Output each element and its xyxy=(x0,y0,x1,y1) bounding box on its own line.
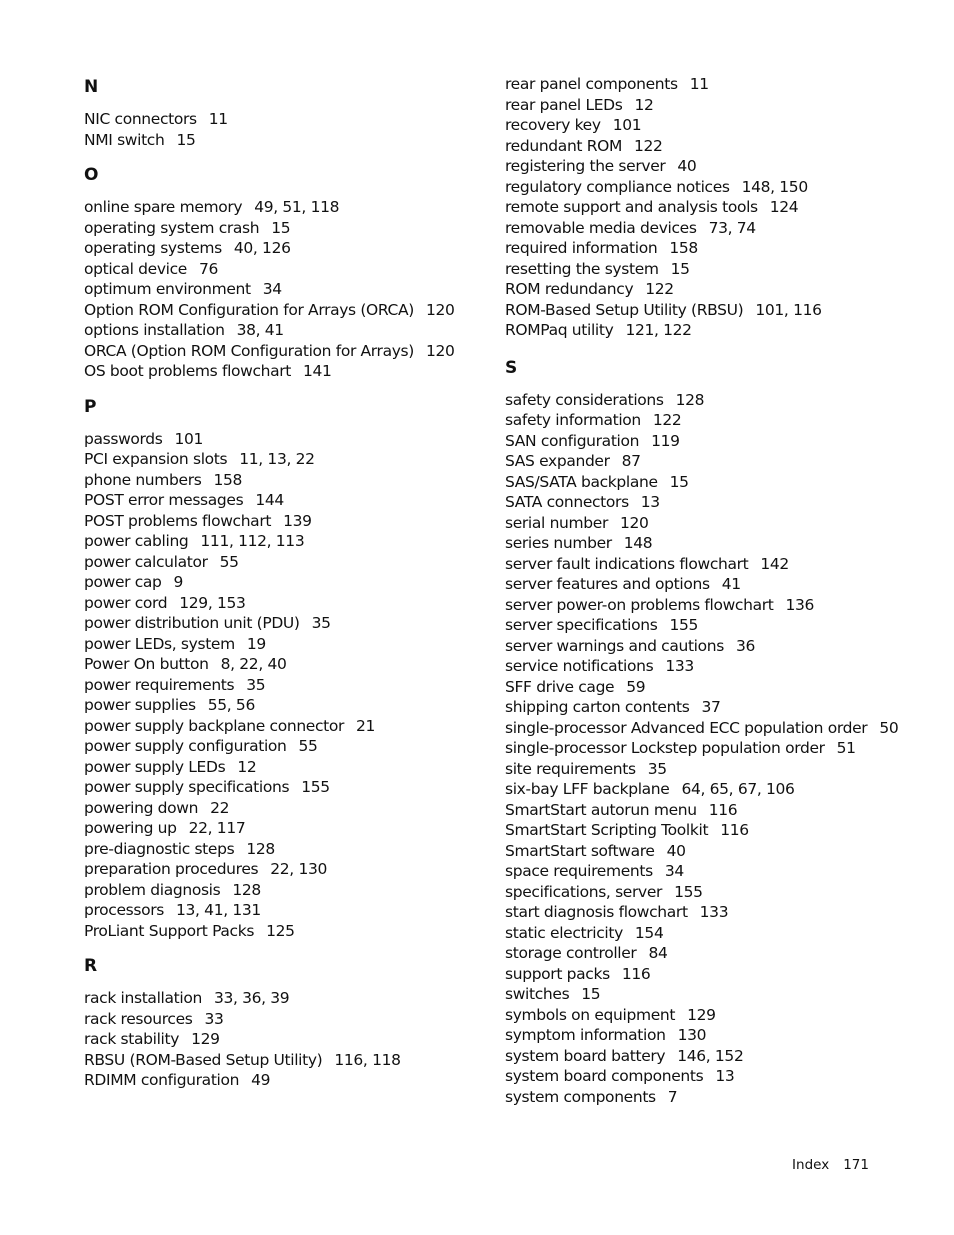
index-entry xyxy=(84,361,484,382)
entry-list xyxy=(84,197,484,382)
entry-pages[interactable]: 122 xyxy=(634,136,663,155)
entry-pages[interactable]: 129 xyxy=(687,1005,716,1024)
entry-list xyxy=(84,109,484,150)
entry-term: PCI expansion slots xyxy=(84,450,228,468)
index-entry xyxy=(505,779,905,800)
entry-term: POST problems flowchart xyxy=(84,511,272,530)
index-entry xyxy=(505,677,905,698)
entry-pages[interactable]: 55, 56 xyxy=(207,696,255,714)
index-section xyxy=(505,355,905,1108)
entry-pages[interactable]: 130 xyxy=(677,1026,707,1044)
entry-term: OS boot problems flowchart xyxy=(84,362,292,380)
index-entry xyxy=(84,736,484,757)
entry-pages[interactable]: 136 xyxy=(785,595,815,614)
index-entry xyxy=(84,1050,484,1071)
entry-pages[interactable]: 15 xyxy=(271,218,291,237)
entry-pages[interactable]: 33 xyxy=(204,1009,224,1028)
index-entry xyxy=(84,859,484,880)
index-entry xyxy=(84,511,484,532)
entry-term: required information xyxy=(505,239,658,257)
index-entry xyxy=(84,921,484,942)
entry-term: server features and options xyxy=(505,575,710,593)
entry-pages[interactable]: 7 xyxy=(667,1087,678,1106)
index-entry xyxy=(505,636,905,657)
index-entry xyxy=(84,716,484,737)
entry-pages[interactable]: 12 xyxy=(634,95,654,114)
section-letter: P xyxy=(84,396,97,417)
index-entry xyxy=(505,738,905,759)
index-entry xyxy=(505,74,905,95)
entry-pages[interactable]: 129 xyxy=(191,1030,220,1048)
entry-pages[interactable]: 87 xyxy=(621,452,641,470)
entry-term: RBSU (ROM-Based Setup Utility) xyxy=(84,1050,323,1069)
index-entry xyxy=(84,341,484,362)
index-entry xyxy=(505,943,905,964)
entry-term: power supply LEDs xyxy=(84,757,226,776)
entry-pages[interactable]: 49 xyxy=(251,1071,271,1089)
entry-pages[interactable]: 76 xyxy=(198,259,219,278)
index-entry xyxy=(505,472,905,493)
entry-pages[interactable]: 40, 126 xyxy=(233,239,291,257)
index-entry xyxy=(84,449,484,470)
entry-term: operating system crash xyxy=(84,218,260,237)
index-entry xyxy=(505,841,905,862)
index-entry xyxy=(84,109,484,130)
entry-pages[interactable]: 22, 130 xyxy=(270,860,327,878)
entry-term: POST error messages xyxy=(84,491,244,509)
entry-pages[interactable]: 41 xyxy=(721,575,741,593)
entry-pages[interactable]: 122 xyxy=(645,280,674,298)
index-entry xyxy=(505,431,905,452)
entry-pages[interactable]: 146, 152 xyxy=(677,1046,744,1065)
entry-pages[interactable]: 155 xyxy=(669,616,699,634)
entry-pages[interactable]: 121, 122 xyxy=(625,321,692,339)
index-entry xyxy=(84,320,484,341)
entry-term: resetting the system xyxy=(505,259,659,278)
entry-pages[interactable]: 12 xyxy=(237,757,257,776)
entry-term: serial number xyxy=(505,513,608,532)
entry-pages[interactable]: 15 xyxy=(581,985,601,1003)
index-section xyxy=(84,394,484,942)
entry-term: rear panel LEDs xyxy=(505,95,623,114)
index-entry xyxy=(84,777,484,798)
index-section xyxy=(505,74,905,341)
entry-term: power supply specifications xyxy=(84,778,290,796)
index-entry xyxy=(505,718,905,739)
section-letter: S xyxy=(505,357,518,378)
index-entry xyxy=(84,130,484,151)
index-entry xyxy=(84,798,484,819)
entry-term: SAN configuration xyxy=(505,431,640,450)
entry-term: rear panel components xyxy=(505,75,678,93)
entry-term: ROMPaq utility xyxy=(505,321,614,339)
entry-pages[interactable]: 124 xyxy=(769,198,799,216)
entry-pages[interactable]: 40 xyxy=(666,841,686,860)
entry-pages[interactable]: 119 xyxy=(651,431,680,450)
index-entry xyxy=(505,923,905,944)
entry-pages[interactable]: 101 xyxy=(612,116,642,134)
index-entry xyxy=(505,902,905,923)
entry-term: server warnings and cautions xyxy=(505,636,724,655)
entry-pages[interactable]: 64, 65, 67, 106 xyxy=(681,780,795,798)
entry-term: rack resources xyxy=(84,1009,193,1028)
entry-pages[interactable]: 22, 117 xyxy=(188,819,246,837)
index-entry xyxy=(505,238,905,259)
entry-term: system components xyxy=(505,1087,656,1106)
index-entry xyxy=(505,697,905,718)
index-entry xyxy=(505,882,905,903)
entry-pages[interactable]: 15 xyxy=(670,259,690,278)
index-entry xyxy=(84,613,484,634)
index-entry xyxy=(84,1070,484,1091)
entry-term: online spare memory xyxy=(84,198,243,216)
index-entry xyxy=(505,259,905,280)
entry-pages[interactable]: 15 xyxy=(669,472,689,491)
entry-pages[interactable]: 55 xyxy=(298,737,318,755)
index-entry xyxy=(505,615,905,636)
entry-pages[interactable]: 101 xyxy=(174,429,204,448)
entry-term: ORCA (Option ROM Configuration for Arrays) xyxy=(84,341,414,360)
entry-pages[interactable]: 120 xyxy=(619,513,649,532)
entry-term: powering up xyxy=(84,819,177,837)
section-letter: R xyxy=(84,956,98,976)
entry-term: optimum environment xyxy=(84,280,251,298)
index-entry xyxy=(84,572,484,593)
entry-pages[interactable]: 11 xyxy=(208,110,228,128)
index-entry xyxy=(505,513,905,534)
entry-pages[interactable]: 73, 74 xyxy=(708,218,756,237)
entry-pages[interactable]: 148 xyxy=(623,534,653,552)
entry-pages[interactable]: 148, 150 xyxy=(741,177,808,196)
entry-term: power cap xyxy=(84,573,162,591)
entry-term: rack installation xyxy=(84,989,202,1007)
entry-pages[interactable]: 129, 153 xyxy=(179,593,246,612)
entry-pages[interactable]: 34 xyxy=(664,862,684,880)
entry-term: server specifications xyxy=(505,616,658,634)
entry-term: symptom information xyxy=(505,1026,666,1044)
index-entry xyxy=(505,1025,905,1046)
entry-pages[interactable]: 84 xyxy=(648,944,668,962)
entry-term: power LEDs, system xyxy=(84,634,235,653)
entry-term: specifications, server xyxy=(505,882,663,901)
index-section xyxy=(84,953,484,1091)
entry-term: Power On button xyxy=(84,655,209,673)
index-entry xyxy=(505,656,905,677)
index-entry xyxy=(84,218,484,239)
entry-term: SATA connectors xyxy=(505,493,629,511)
entry-term: rack stability xyxy=(84,1030,180,1048)
index-entry xyxy=(84,839,484,860)
entry-term: pre-diagnostic steps xyxy=(84,839,235,858)
entry-term: remote support and analysis tools xyxy=(505,198,758,216)
entry-pages[interactable]: 36 xyxy=(735,636,755,655)
index-entry xyxy=(84,531,484,552)
index-entry xyxy=(505,1005,905,1026)
entry-term: six-bay LFF backplane xyxy=(505,780,670,798)
entry-term: power cord xyxy=(84,593,168,612)
entry-pages[interactable]: 155 xyxy=(301,778,330,796)
entry-pages[interactable]: 35 xyxy=(246,675,266,694)
entry-pages[interactable]: 11, 13, 22 xyxy=(239,450,315,468)
entry-pages[interactable]: 155 xyxy=(674,882,703,901)
entry-term: Option ROM Configuration for Arrays (ORCA) xyxy=(84,300,414,319)
entry-term: RDIMM configuration xyxy=(84,1071,240,1089)
index-entry xyxy=(505,115,905,136)
entry-term: SAS/SATA backplane xyxy=(505,472,658,491)
index-entry xyxy=(505,574,905,595)
entry-term: options installation xyxy=(84,321,225,339)
entry-term: series number xyxy=(505,534,612,552)
index-entry xyxy=(505,964,905,985)
page-number: 171 xyxy=(843,1157,869,1173)
entry-pages[interactable]: 35 xyxy=(311,614,331,632)
index-entry xyxy=(84,988,484,1009)
entry-pages[interactable]: 128 xyxy=(232,880,261,899)
index-entry xyxy=(84,197,484,218)
entry-term: SmartStart software xyxy=(505,841,655,860)
index-entry xyxy=(84,279,484,300)
index-entry xyxy=(84,675,484,696)
entry-pages[interactable]: 133 xyxy=(665,657,694,675)
entry-term: space requirements xyxy=(505,862,653,880)
index-entry xyxy=(505,1087,905,1108)
entry-list xyxy=(505,390,905,1108)
index-entry xyxy=(84,259,484,280)
entry-pages[interactable]: 158 xyxy=(213,470,242,489)
index-entry xyxy=(505,1066,905,1087)
entry-term: service notifications xyxy=(505,657,654,675)
index-section xyxy=(84,74,484,150)
entry-pages[interactable]: 101, 116 xyxy=(755,300,822,319)
entry-term: power supplies xyxy=(84,696,196,714)
index-entry xyxy=(505,320,905,341)
index-entry xyxy=(505,984,905,1005)
entry-pages[interactable]: 154 xyxy=(634,923,664,942)
index-entry xyxy=(84,880,484,901)
entry-term: shipping carton contents xyxy=(505,698,690,716)
entry-term: SmartStart Scripting Toolkit xyxy=(505,821,709,839)
entry-term: ROM-Based Setup Utility (RBSU) xyxy=(505,300,744,319)
entry-term: site requirements xyxy=(505,759,636,778)
index-entry xyxy=(84,695,484,716)
section-letter: O xyxy=(84,165,99,185)
entry-pages[interactable]: 139 xyxy=(283,511,312,530)
entry-term: switches xyxy=(505,985,570,1003)
entry-pages[interactable]: 125 xyxy=(266,921,295,940)
entry-term: redundant ROM xyxy=(505,136,623,155)
entry-pages[interactable]: 13 xyxy=(715,1067,735,1085)
entry-term: system board battery xyxy=(505,1046,666,1065)
entry-pages[interactable]: 50 xyxy=(879,718,899,737)
entry-term: power distribution unit (PDU) xyxy=(84,614,300,632)
index-entry xyxy=(84,470,484,491)
entry-term: safety information xyxy=(505,411,641,429)
entry-pages[interactable]: 142 xyxy=(760,554,789,573)
index-entry xyxy=(505,800,905,821)
entry-pages[interactable]: 116 xyxy=(708,800,738,819)
entry-term: SmartStart autorun menu xyxy=(505,800,697,819)
entry-pages[interactable]: 9 xyxy=(173,573,184,591)
entry-pages[interactable]: 111, 112, 113 xyxy=(200,532,305,550)
index-entry xyxy=(505,595,905,616)
index-entry xyxy=(505,1046,905,1067)
entry-term: SFF drive cage xyxy=(505,677,615,696)
entry-pages[interactable]: 144 xyxy=(255,491,284,509)
entry-term: power requirements xyxy=(84,675,235,694)
index-entry xyxy=(505,759,905,780)
entry-term: power calculator xyxy=(84,552,208,571)
index-entry xyxy=(505,136,905,157)
entry-pages[interactable]: 158 xyxy=(669,239,698,257)
entry-term: passwords xyxy=(84,429,163,448)
entry-pages[interactable]: 34 xyxy=(262,280,282,298)
entry-term: power cabling xyxy=(84,532,189,550)
entry-pages[interactable]: 133 xyxy=(699,903,729,921)
entry-term: system board components xyxy=(505,1067,704,1085)
entry-pages[interactable]: 19 xyxy=(246,634,266,653)
entry-pages[interactable]: 11 xyxy=(689,75,709,93)
entry-term: operating systems xyxy=(84,239,222,257)
entry-term: processors xyxy=(84,901,164,919)
entry-term: support packs xyxy=(505,964,610,983)
entry-pages[interactable]: 116 xyxy=(720,821,749,839)
index-entry xyxy=(84,490,484,511)
index-entry xyxy=(505,861,905,882)
entry-pages[interactable]: 116 xyxy=(621,964,651,983)
entry-term: server power-on problems flowchart xyxy=(505,595,774,614)
entry-term: start diagnosis flowchart xyxy=(505,903,688,921)
index-entry xyxy=(505,820,905,841)
entry-pages[interactable]: 37 xyxy=(701,698,721,716)
index-entry xyxy=(84,654,484,675)
entry-term: removable media devices xyxy=(505,218,697,237)
entry-term: registering the server xyxy=(505,157,666,175)
footer-label: Index xyxy=(792,1157,830,1173)
index-entry xyxy=(505,156,905,177)
entry-list xyxy=(84,429,484,942)
entry-pages[interactable]: 55 xyxy=(219,552,239,571)
index-entry xyxy=(505,218,905,239)
entry-pages[interactable]: 141 xyxy=(303,362,332,380)
entry-pages[interactable]: 49, 51, 118 xyxy=(254,198,340,216)
entry-pages[interactable]: 128 xyxy=(675,390,705,409)
page-footer xyxy=(792,1157,869,1173)
entry-pages[interactable]: 128 xyxy=(246,839,275,858)
index-entry xyxy=(84,818,484,839)
index-entry xyxy=(505,554,905,575)
index-entry xyxy=(84,1029,484,1050)
entry-term: regulatory compliance notices xyxy=(505,177,730,196)
entry-pages[interactable]: 40 xyxy=(677,157,697,175)
entry-pages[interactable]: 22 xyxy=(210,798,230,817)
entry-term: optical device xyxy=(84,259,187,278)
index-entry xyxy=(84,429,484,450)
entry-pages[interactable]: 38, 41 xyxy=(236,321,284,339)
index-column-right xyxy=(505,74,905,1107)
entry-term: power supply backplane connector xyxy=(84,716,345,735)
index-entry xyxy=(505,492,905,513)
index-entry xyxy=(505,197,905,218)
entry-term: preparation procedures xyxy=(84,860,259,878)
entry-term: static electricity xyxy=(505,923,623,942)
entry-term: ROM redundancy xyxy=(505,280,634,298)
index-entry xyxy=(84,552,484,573)
entry-pages[interactable]: 21 xyxy=(356,716,376,735)
entry-term: recovery key xyxy=(505,116,601,134)
section-letter: N xyxy=(84,77,99,97)
index-entry xyxy=(84,1009,484,1030)
index-entry xyxy=(505,451,905,472)
entry-pages[interactable]: 15 xyxy=(176,130,196,149)
index-entry xyxy=(505,390,905,411)
entry-pages[interactable]: 120 xyxy=(425,300,455,319)
entry-term: single-processor Lockstep population order xyxy=(505,739,825,757)
entry-term: power supply configuration xyxy=(84,737,287,755)
index-entry xyxy=(505,533,905,554)
index-entry xyxy=(505,300,905,321)
entry-pages[interactable]: 51 xyxy=(836,739,856,757)
entry-term: SAS expander xyxy=(505,452,610,470)
index-entry xyxy=(84,238,484,259)
entry-term: ProLiant Support Packs xyxy=(84,921,255,940)
index-entry xyxy=(505,95,905,116)
entry-term: safety considerations xyxy=(505,390,664,409)
entry-term: NMI switch xyxy=(84,130,165,149)
index-entry xyxy=(505,410,905,431)
index-entry xyxy=(84,757,484,778)
entry-pages[interactable]: 120 xyxy=(425,341,455,360)
entry-pages[interactable]: 59 xyxy=(626,677,646,696)
entry-list xyxy=(505,74,905,341)
entry-term: symbols on equipment xyxy=(505,1005,676,1024)
entry-term: single-processor Advanced ECC population order xyxy=(505,718,868,737)
index-entry xyxy=(84,900,484,921)
entry-pages[interactable]: 116, 118 xyxy=(334,1050,401,1069)
entry-pages[interactable]: 8, 22, 40 xyxy=(220,655,287,673)
index-entry xyxy=(84,300,484,321)
entry-term: phone numbers xyxy=(84,470,202,489)
index-entry xyxy=(505,177,905,198)
entry-term: server fault indications flowchart xyxy=(505,554,749,573)
entry-pages[interactable]: 35 xyxy=(647,759,667,778)
index-entry xyxy=(84,634,484,655)
entry-term: powering down xyxy=(84,798,199,817)
index-section xyxy=(84,162,484,382)
entry-term: NIC connectors xyxy=(84,110,197,128)
index-column-left xyxy=(84,74,484,1091)
entry-pages[interactable]: 33, 36, 39 xyxy=(213,989,290,1007)
entry-term: storage controller xyxy=(505,944,637,962)
entry-term: problem diagnosis xyxy=(84,880,221,899)
entry-pages[interactable]: 122 xyxy=(652,411,682,429)
entry-pages[interactable]: 13 xyxy=(640,493,660,511)
index-entry xyxy=(84,593,484,614)
index-entry xyxy=(505,279,905,300)
entry-pages[interactable]: 13, 41, 131 xyxy=(176,901,261,919)
entry-list xyxy=(84,988,484,1091)
